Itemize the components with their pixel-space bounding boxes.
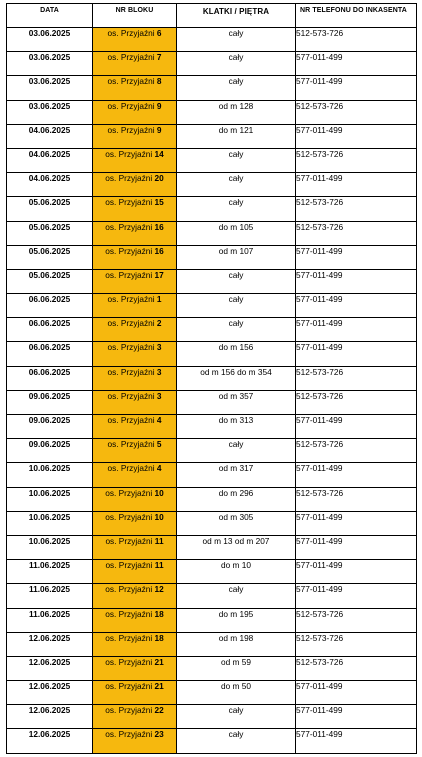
date-cell: 03.06.2025 (7, 28, 93, 52)
floors-cell: do m 313 (177, 415, 296, 439)
floors-cell: do m 10 (177, 560, 296, 584)
block-cell (93, 511, 177, 535)
phone-cell: 512-573-726 (296, 390, 417, 414)
table-row (7, 100, 417, 124)
table-row (7, 535, 417, 559)
block-number: 9 (156, 124, 162, 135)
table-row (7, 705, 417, 729)
block-cell (93, 632, 177, 656)
table-row (7, 342, 417, 366)
table-row (7, 124, 417, 148)
table-row (7, 632, 417, 656)
date-cell: 04.06.2025 (7, 173, 93, 197)
header-row (7, 4, 417, 28)
table-row (7, 28, 417, 52)
block-number: 7 (156, 52, 162, 63)
block-number: 22 (154, 705, 164, 716)
phone-cell: 577-011-499 (296, 511, 417, 535)
phone-cell: 577-011-499 (296, 124, 417, 148)
table-row (7, 173, 417, 197)
floors-cell: do m 296 (177, 487, 296, 511)
floors-cell: cały (177, 173, 296, 197)
table-row (7, 584, 417, 608)
floors-cell: od m 357 (177, 390, 296, 414)
phone-cell: 512-573-726 (296, 148, 417, 172)
block-number: 21 (154, 681, 164, 692)
floors-cell: od m 198 (177, 632, 296, 656)
table-row (7, 221, 417, 245)
block-prefix: os. Przyjaźni (105, 584, 153, 595)
table-row (7, 487, 417, 511)
floors-cell: cały (177, 148, 296, 172)
header-phone: NR TELEFONU DO INKASENTA (296, 4, 417, 28)
date-cell: 12.06.2025 (7, 705, 93, 729)
floors-cell: od m 128 (177, 100, 296, 124)
block-prefix: os. Przyjaźni (105, 221, 153, 232)
date-cell: 03.06.2025 (7, 52, 93, 76)
block-number: 15 (154, 197, 164, 208)
block-number: 10 (154, 511, 164, 522)
block-number: 18 (154, 608, 164, 619)
phone-cell: 577-011-499 (296, 294, 417, 318)
block-cell (93, 52, 177, 76)
block-prefix: os. Przyjaźni (105, 535, 153, 546)
header-floors: KLATKI / PIĘTRA (177, 4, 296, 28)
date-cell: 09.06.2025 (7, 415, 93, 439)
block-cell (93, 439, 177, 463)
block-prefix: os. Przyjaźni (105, 560, 153, 571)
block-cell (93, 366, 177, 390)
block-cell (93, 76, 177, 100)
block-cell (93, 656, 177, 680)
phone-cell: 577-011-499 (296, 342, 417, 366)
block-cell (93, 100, 177, 124)
block-cell (93, 535, 177, 559)
table-row (7, 52, 417, 76)
date-cell: 04.06.2025 (7, 124, 93, 148)
block-cell (93, 390, 177, 414)
block-cell (93, 729, 177, 753)
phone-cell: 577-011-499 (296, 245, 417, 269)
date-cell: 05.06.2025 (7, 221, 93, 245)
block-number: 3 (156, 390, 162, 401)
table-row (7, 511, 417, 535)
date-cell: 11.06.2025 (7, 584, 93, 608)
phone-cell: 512-573-726 (296, 632, 417, 656)
block-number: 8 (156, 76, 162, 87)
date-cell: 11.06.2025 (7, 560, 93, 584)
phone-cell: 577-011-499 (296, 463, 417, 487)
date-cell: 06.06.2025 (7, 294, 93, 318)
phone-cell: 577-011-499 (296, 560, 417, 584)
table-row (7, 681, 417, 705)
date-cell: 03.06.2025 (7, 100, 93, 124)
date-cell: 06.06.2025 (7, 342, 93, 366)
floors-cell: cały (177, 584, 296, 608)
block-prefix: os. Przyjaźni (105, 632, 153, 643)
block-prefix: os. Przyjaźni (105, 511, 153, 522)
block-cell (93, 415, 177, 439)
floors-cell: od m 107 (177, 245, 296, 269)
table-row (7, 318, 417, 342)
block-prefix: os. Przyjaźni (107, 415, 155, 425)
block-prefix: os. Przyjaźni (107, 318, 155, 329)
block-number: 10 (154, 487, 164, 498)
block-cell (93, 705, 177, 729)
date-cell: 04.06.2025 (7, 148, 93, 172)
block-prefix: os. Przyjaźni (107, 76, 155, 87)
block-prefix: os. Przyjaźni (105, 705, 153, 716)
phone-cell: 577-011-499 (296, 584, 417, 608)
floors-cell: cały (177, 197, 296, 221)
floors-cell: cały (177, 294, 296, 318)
block-number: 4 (156, 415, 162, 425)
table-row (7, 148, 417, 172)
block-number: 16 (154, 221, 164, 232)
block-prefix: os. Przyjaźni (105, 269, 153, 280)
phone-cell: 577-011-499 (296, 269, 417, 293)
floors-cell: od m 156 do m 354 (177, 366, 296, 390)
phone-cell: 577-011-499 (296, 52, 417, 76)
block-cell (93, 608, 177, 632)
phone-cell: 512-573-726 (296, 366, 417, 390)
block-number: 2 (156, 318, 162, 329)
date-cell: 10.06.2025 (7, 535, 93, 559)
block-prefix: os. Przyjaźni (107, 390, 155, 401)
block-prefix: os. Przyjaźni (107, 439, 155, 450)
floors-cell: od m 13 od m 207 (177, 535, 296, 559)
block-number: 14 (154, 148, 164, 159)
block-cell (93, 318, 177, 342)
floors-cell: do m 121 (177, 124, 296, 148)
table-row (7, 390, 417, 414)
block-cell (93, 148, 177, 172)
floors-cell: do m 105 (177, 221, 296, 245)
block-cell (93, 342, 177, 366)
phone-cell: 577-011-499 (296, 681, 417, 705)
block-prefix: os. Przyjaźni (105, 148, 153, 159)
block-cell (93, 124, 177, 148)
phone-cell: 577-011-499 (296, 415, 417, 439)
date-cell: 05.06.2025 (7, 269, 93, 293)
header-block: NR BLOKU (93, 4, 177, 28)
table-row (7, 294, 417, 318)
floors-cell: do m 156 (177, 342, 296, 366)
phone-cell: 512-573-726 (296, 439, 417, 463)
date-cell: 06.06.2025 (7, 318, 93, 342)
date-cell: 09.06.2025 (7, 390, 93, 414)
table-row (7, 729, 417, 753)
block-prefix: os. Przyjaźni (107, 463, 155, 474)
block-prefix: os. Przyjaźni (107, 28, 155, 38)
floors-cell: od m 305 (177, 511, 296, 535)
header-date: DATA (7, 4, 93, 28)
block-cell (93, 173, 177, 197)
phone-cell: 512-573-726 (296, 28, 417, 52)
date-cell: 05.06.2025 (7, 197, 93, 221)
table-row (7, 269, 417, 293)
date-cell: 10.06.2025 (7, 511, 93, 535)
table-row (7, 439, 417, 463)
date-cell: 09.06.2025 (7, 439, 93, 463)
block-cell (93, 487, 177, 511)
block-cell (93, 197, 177, 221)
floors-cell: od m 59 (177, 656, 296, 680)
phone-cell: 577-011-499 (296, 705, 417, 729)
block-prefix: os. Przyjaźni (105, 487, 153, 498)
table-row (7, 560, 417, 584)
date-cell: 12.06.2025 (7, 632, 93, 656)
block-prefix: os. Przyjaźni (105, 729, 153, 740)
date-cell: 10.06.2025 (7, 487, 93, 511)
table-row (7, 415, 417, 439)
block-cell (93, 221, 177, 245)
block-cell (93, 245, 177, 269)
block-prefix: os. Przyjaźni (107, 342, 155, 353)
block-number: 18 (154, 632, 164, 643)
block-prefix: os. Przyjaźni (105, 197, 153, 208)
block-number: 1 (156, 294, 162, 305)
floors-cell: cały (177, 28, 296, 52)
date-cell: 05.06.2025 (7, 245, 93, 269)
date-cell: 12.06.2025 (7, 681, 93, 705)
date-cell: 03.06.2025 (7, 76, 93, 100)
block-number: 20 (154, 173, 164, 184)
block-prefix: os. Przyjaźni (107, 124, 155, 135)
block-number: 6 (156, 28, 162, 38)
block-number: 17 (154, 269, 164, 280)
block-prefix: os. Przyjaźni (105, 245, 153, 256)
block-cell (93, 681, 177, 705)
block-prefix: os. Przyjaźni (107, 52, 155, 63)
schedule-rows (7, 28, 417, 754)
block-prefix: os. Przyjaźni (107, 100, 155, 111)
block-prefix: os. Przyjaźni (105, 173, 153, 184)
block-prefix: os. Przyjaźni (105, 608, 153, 619)
phone-cell: 512-573-726 (296, 656, 417, 680)
table-row (7, 608, 417, 632)
block-prefix: os. Przyjaźni (107, 366, 155, 377)
block-number: 9 (156, 100, 162, 111)
block-cell (93, 463, 177, 487)
block-cell (93, 560, 177, 584)
block-number: 16 (154, 245, 164, 256)
phone-cell: 512-573-726 (296, 608, 417, 632)
floors-cell: cały (177, 439, 296, 463)
phone-cell: 512-573-726 (296, 221, 417, 245)
table-row (7, 656, 417, 680)
floors-cell: cały (177, 52, 296, 76)
phone-cell: 577-011-499 (296, 535, 417, 559)
block-cell (93, 269, 177, 293)
floors-cell: cały (177, 318, 296, 342)
phone-cell: 577-011-499 (296, 318, 417, 342)
phone-cell: 512-573-726 (296, 197, 417, 221)
floors-cell: cały (177, 76, 296, 100)
block-prefix: os. Przyjaźni (105, 681, 153, 692)
block-cell (93, 294, 177, 318)
floors-cell: od m 317 (177, 463, 296, 487)
block-number: 11 (154, 560, 164, 571)
block-number: 23 (154, 729, 164, 740)
block-number: 3 (156, 342, 162, 353)
block-number: 5 (156, 439, 162, 450)
table-row (7, 245, 417, 269)
floors-cell: do m 50 (177, 681, 296, 705)
floors-cell: cały (177, 705, 296, 729)
block-number: 4 (156, 463, 162, 474)
block-prefix: os. Przyjaźni (107, 294, 155, 305)
block-number: 12 (154, 584, 164, 595)
block-number: 21 (154, 656, 164, 667)
phone-cell: 577-011-499 (296, 76, 417, 100)
block-number: 11 (154, 535, 164, 546)
date-cell: 06.06.2025 (7, 366, 93, 390)
floors-cell: do m 195 (177, 608, 296, 632)
date-cell: 12.06.2025 (7, 656, 93, 680)
block-cell (93, 584, 177, 608)
phone-cell: 512-573-726 (296, 487, 417, 511)
floors-cell: cały (177, 729, 296, 753)
phone-cell: 512-573-726 (296, 100, 417, 124)
schedule-table (6, 3, 417, 754)
table-row (7, 76, 417, 100)
date-cell: 12.06.2025 (7, 729, 93, 753)
block-cell (93, 28, 177, 52)
phone-cell: 577-011-499 (296, 173, 417, 197)
table-row (7, 463, 417, 487)
floors-cell: cały (177, 269, 296, 293)
block-number: 3 (156, 366, 162, 377)
date-cell: 11.06.2025 (7, 608, 93, 632)
table-row (7, 366, 417, 390)
table-row (7, 197, 417, 221)
phone-cell: 577-011-499 (296, 729, 417, 753)
date-cell: 10.06.2025 (7, 463, 93, 487)
block-prefix: os. Przyjaźni (105, 656, 153, 667)
